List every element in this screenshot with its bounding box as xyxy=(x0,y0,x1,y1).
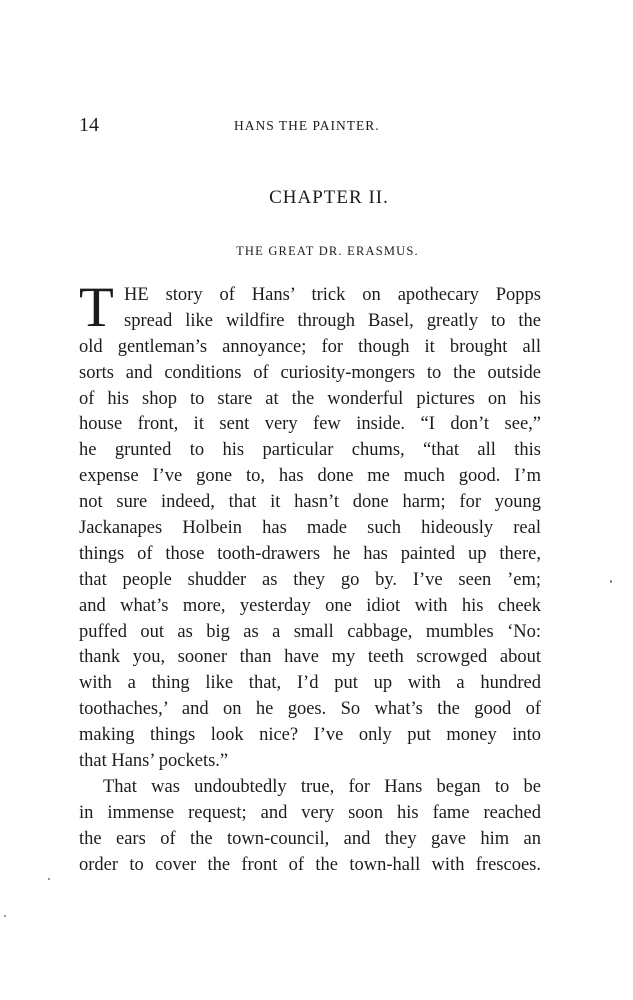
scan-speck xyxy=(610,580,612,583)
text-line: and what’s more, yesterday one idiot with his cheek xyxy=(79,595,541,616)
text-line: of his shop to stare at the wonderful pictures on his xyxy=(79,388,541,409)
text-line: the ears of the town-council, and they gave him an xyxy=(79,828,541,849)
text-line: he grunted to his particular chums, “that all this xyxy=(79,440,541,461)
running-title: HANS THE PAINTER. xyxy=(234,118,380,133)
drop-cap: T xyxy=(79,276,114,339)
text-line: order to cover the front of the town-hall with frescoes. xyxy=(79,854,541,875)
text-line: that Hans’ pockets.” xyxy=(79,751,229,772)
chapter-title: CHAPTER II. xyxy=(269,187,389,208)
scan-speck xyxy=(48,878,50,880)
chapter-subtitle: THE GREAT DR. ERASMUS. xyxy=(236,244,419,258)
text-line: thank you, sooner than have my teeth scrowged about xyxy=(79,647,541,668)
page-number: 14 xyxy=(79,114,99,136)
text-line: Jackanapes Holbein has made such hideously real xyxy=(79,518,541,539)
text-line: with a thing like that, I’d put up with a hundred xyxy=(79,673,541,694)
body-text xyxy=(79,276,541,878)
text-line: in immense request; and very soon his fame reached xyxy=(79,802,541,823)
text-line: That was undoubtedly true, for Hans began to be xyxy=(103,776,541,797)
text-line: house front, it sent very few inside. “I don’t see,” xyxy=(79,414,541,435)
text-line: expense I’ve gone to, has done me much good. I’m xyxy=(79,466,541,487)
text-line: sorts and conditions of curiosity-mongers to the outside xyxy=(79,362,541,383)
text-line: spread like wildfire through Basel, greatly to the xyxy=(124,310,541,331)
text-line: toothaches,’ and on he goes. So what’s the good of xyxy=(79,699,541,720)
text-line: not sure indeed, that it hasn’t done harm; for young xyxy=(79,492,541,513)
scan-speck xyxy=(4,915,6,917)
text-line: making things look nice? I’ve only put money into xyxy=(79,725,541,746)
text-line: HE story of Hans’ trick on apothecary Popps xyxy=(124,285,541,305)
running-head xyxy=(79,114,539,138)
text-line: puffed out as big as a small cabbage, mumbles ‘No: xyxy=(79,621,541,642)
text-line: things of those tooth-drawers he has painted up there, xyxy=(79,543,541,564)
text-line: that people shudder as they go by. I’ve seen ’em; xyxy=(79,569,541,590)
text-line: old gentleman’s annoyance; for though it brought all xyxy=(79,336,541,357)
